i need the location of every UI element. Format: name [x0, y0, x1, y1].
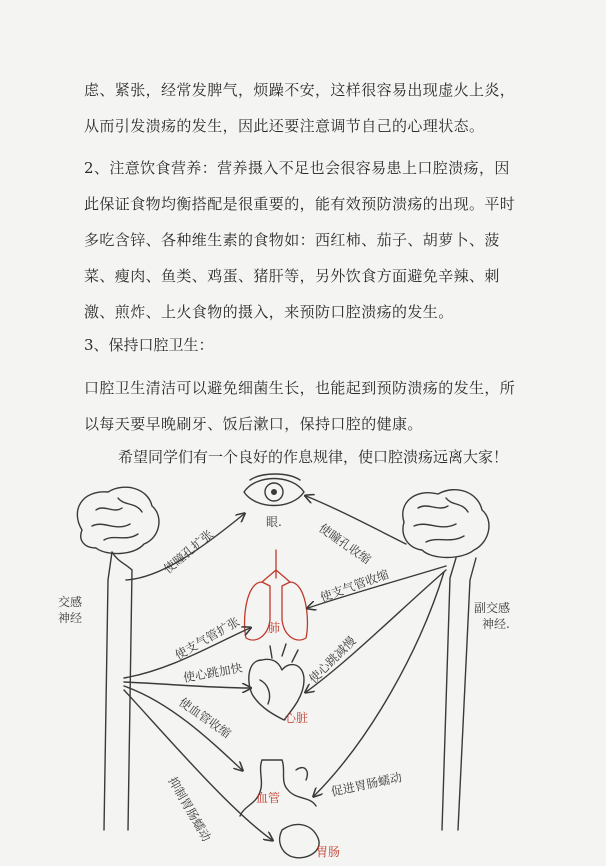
- right-nerve-label-line1: 副交感: [474, 601, 511, 615]
- stomach-icon: [280, 824, 320, 857]
- right-arrow-label-1: 使瞳孔收缩: [316, 520, 374, 567]
- section2-paragraph: 2、注意饮食营养：营养摄入不足也会很容易患上口腔溃疡，因此保证食物均衡搭配是很重要的，能有效预防溃疡的出现。平时多吃含锌、各种维生素的食物如：西红柿、茄子、胡萝卜、菠菜、瘦肉、鱼类、鸡蛋、猪肝等，另外饮食方面避免辛辣、刺激、煎炸、上火食物的摄入，来预防口腔溃疡的发生。: [84, 159, 516, 321]
- blood-vessel-icon: [240, 760, 316, 816]
- right-spinal-cord: [442, 558, 476, 830]
- left-spinal-cord: [104, 552, 132, 830]
- left-brain-icon: [77, 487, 159, 553]
- section3-paragraph: 口腔卫生清洁可以避免细菌生长，也能起到预防溃疡的发生，所以每天要早晚刷牙、饭后漱口，保持口腔的健康。: [84, 379, 516, 433]
- right-nerve-label: [474, 601, 510, 631]
- section3-heading: 3、保持口腔卫生：: [84, 336, 214, 354]
- arrow-right-stomach: [314, 572, 444, 796]
- closing-line: 希望同学们有一个良好的作息规律，使口腔溃疡远离大家！: [118, 448, 509, 466]
- left-arrow-label-1: 使瞳孔扩张: [160, 526, 216, 577]
- heart-icon: [249, 644, 304, 720]
- right-arrow-label-2: 使支气管收缩: [318, 567, 391, 605]
- left-arrow-label-2: 使支气管扩张: [172, 614, 242, 663]
- organ-label-stomach: 胃肠: [316, 845, 341, 859]
- right-arrow-label-3: 使心跳减慢: [306, 633, 359, 687]
- left-arrow-label-4: 使血管收缩: [176, 694, 234, 741]
- left-nerve-label-line1: 交感: [58, 595, 83, 609]
- arrow-right-eye: [306, 496, 406, 544]
- organ-label-heart: 心脏: [284, 711, 309, 725]
- left-nerve-label-line2: 神经: [58, 611, 83, 625]
- right-arrow-label-4: 促进胃肠蠕动: [329, 770, 404, 799]
- intro-paragraph: 虑、紧张，经常发脾气，烦躁不安，这样很容易出现虚火上炎，从而引发溃疡的发生，因此还要注意调节自己的心理状态。: [84, 81, 516, 135]
- right-brain-icon: [403, 490, 489, 558]
- right-nerve-label-line2: 神经.: [482, 617, 510, 631]
- left-nerve-label: [58, 595, 82, 625]
- left-arrow-label-5: 抑制胃肠蠕动: [165, 774, 214, 844]
- left-arrow-label-3: 使心跳加快: [182, 660, 244, 685]
- eye-icon: [244, 474, 304, 506]
- organ-label-blood-vessel: 血管: [256, 791, 281, 805]
- nervous-system-diagram: [0, 470, 606, 866]
- organ-label-eye: 眼.: [266, 515, 282, 529]
- organ-label-lung: 肺: [268, 621, 281, 635]
